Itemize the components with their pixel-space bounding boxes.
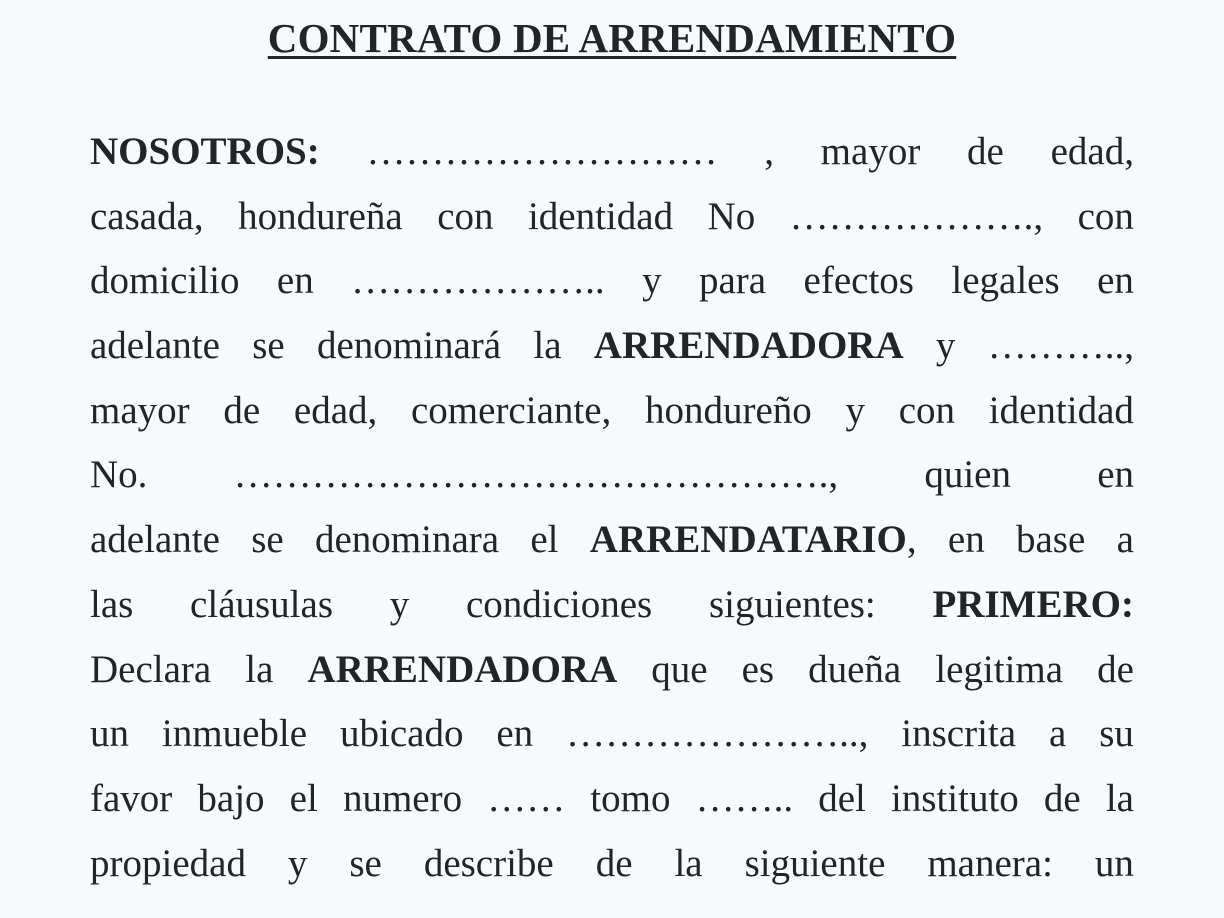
word: el: [530, 518, 559, 562]
word: ubicado: [339, 712, 464, 756]
word: dueña: [808, 647, 902, 691]
word: siguiente: [744, 841, 886, 885]
word: …………………..,: [566, 712, 869, 756]
bold-term: ARRENDADORA: [593, 324, 904, 368]
text-line: [90, 767, 1134, 832]
document-body: [90, 120, 1134, 896]
word: bajo: [197, 776, 265, 820]
word: ………………..: [351, 259, 605, 303]
text-line: [90, 508, 1134, 573]
text-line: [90, 638, 1134, 703]
word: legales: [951, 259, 1060, 303]
word: de: [595, 841, 633, 885]
word: cláusulas: [190, 582, 334, 626]
text-line: [90, 832, 1134, 897]
word: edad,: [1050, 130, 1134, 173]
word: comerciante,: [410, 388, 612, 432]
word: de: [1043, 776, 1081, 820]
text-line: [90, 249, 1134, 314]
word: No.: [90, 453, 148, 497]
word: denominara: [314, 518, 500, 562]
word: a: [1116, 518, 1134, 562]
word: mayor: [820, 130, 921, 173]
document-title-text: CONTRATO DE ARRENDAMIENTO: [267, 15, 957, 61]
word: las: [90, 582, 134, 626]
word: ……………………………………….,: [233, 453, 839, 497]
word: tomo: [590, 776, 671, 820]
text-line: [90, 314, 1134, 379]
word: propiedad: [90, 841, 246, 885]
word: instituto: [890, 776, 1019, 820]
text-line: [90, 573, 1134, 638]
word: edad,: [293, 388, 378, 432]
word: con: [898, 388, 956, 432]
word: con: [1077, 194, 1134, 238]
word: para: [699, 259, 767, 303]
bold-term: ARRENDATARIO: [589, 518, 907, 562]
word: ………………………: [366, 130, 718, 173]
word: Declara: [90, 647, 212, 691]
word: un: [90, 712, 129, 756]
word: de: [1097, 647, 1134, 691]
word: ……: [487, 776, 566, 820]
word: la: [674, 841, 703, 885]
word: adelante: [90, 518, 220, 562]
word: y: [935, 324, 956, 368]
word: efectos: [803, 259, 914, 303]
word: con: [437, 194, 494, 238]
word: a: [1049, 712, 1067, 756]
word: domicilio: [90, 259, 240, 303]
word: ………..,: [987, 324, 1134, 368]
text-line: [90, 185, 1134, 250]
word: en: [276, 259, 314, 303]
word: inscrita: [901, 712, 1017, 756]
word: inmueble: [161, 712, 308, 756]
word: siguientes:: [708, 582, 876, 626]
word: en: [1097, 453, 1134, 497]
text-line: [90, 702, 1134, 767]
bold-term: NOSOTROS:: [90, 130, 320, 173]
word: en: [947, 518, 985, 562]
text-line: [90, 379, 1134, 444]
word: hondureño: [645, 388, 812, 432]
word: se: [349, 841, 382, 885]
word: la: [533, 324, 562, 368]
word: base: [1016, 518, 1086, 562]
word: un: [1094, 841, 1134, 885]
word: mayor: [90, 388, 190, 432]
text-line: [90, 120, 1134, 185]
word: legitima: [935, 647, 1064, 691]
word: denominará: [316, 324, 502, 368]
word: ……………….,: [789, 194, 1044, 238]
word: casada,: [90, 194, 204, 238]
word: ,: [764, 130, 774, 173]
word: ……..: [695, 776, 794, 820]
word: en: [1097, 259, 1134, 303]
word: adelante: [90, 324, 220, 368]
word: es: [741, 647, 775, 691]
word: y: [287, 841, 308, 885]
word: identidad: [988, 388, 1134, 432]
word: de: [223, 388, 261, 432]
word: se: [252, 324, 285, 368]
word: describe: [423, 841, 554, 885]
word: identidad: [527, 194, 674, 238]
word: hondureña: [238, 194, 403, 238]
bold-term: ARRENDADORA: [307, 647, 618, 691]
word: se: [251, 518, 284, 562]
word: manera:: [927, 841, 1053, 885]
word: su: [1099, 712, 1134, 756]
word: favor: [90, 776, 173, 820]
word-group: [590, 508, 917, 573]
document-title: [0, 12, 1224, 64]
word: que: [651, 647, 708, 691]
word: del: [818, 776, 866, 820]
text-line: [90, 443, 1134, 508]
word: la: [245, 647, 274, 691]
word: y: [389, 582, 410, 626]
word: la: [1105, 776, 1134, 820]
bold-term: PRIMERO:: [932, 582, 1134, 626]
word: quien: [924, 453, 1011, 497]
word: condiciones: [465, 582, 653, 626]
word: el: [289, 776, 318, 820]
word: No: [707, 194, 756, 238]
word: de: [967, 130, 1004, 173]
word: en: [496, 712, 534, 756]
word: y: [845, 388, 866, 432]
word: y: [642, 259, 662, 303]
punctuation: ,: [906, 518, 917, 562]
word: numero: [342, 776, 463, 820]
